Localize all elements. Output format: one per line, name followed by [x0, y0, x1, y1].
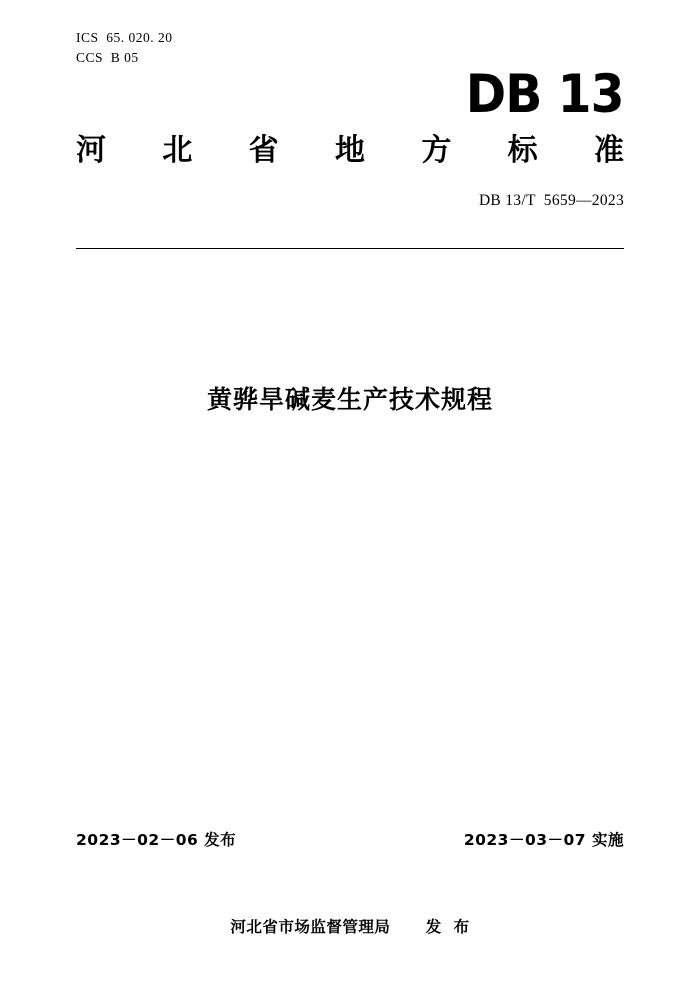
standard-number: DB 13/T 5659—2023: [478, 192, 624, 209]
meta-block: [76, 28, 173, 68]
title-char-1: 河: [76, 133, 106, 168]
release-date: 2023－02－06 发布: [76, 831, 237, 849]
title-char-4: 地: [334, 133, 365, 168]
document-title: 黄骅旱碱麦生产技术规程: [206, 385, 493, 414]
title-char-7: 准: [593, 133, 624, 168]
db13-logo: DB 13: [466, 64, 624, 125]
footer-dates: [76, 828, 624, 850]
title-char-5: 方: [421, 133, 452, 168]
issuing-authority: 河北省市场监督管理局 发 布: [230, 918, 470, 936]
title-char-2: 北: [162, 133, 193, 168]
ics-code: ICS 65. 020. 20: [76, 30, 173, 45]
horizontal-divider: [76, 248, 624, 249]
ccs-code: CCS B 05: [76, 50, 139, 65]
title-char-3: 省: [248, 133, 279, 168]
title-char-6: 标: [507, 133, 538, 168]
implementation-date: 2023－03－07 实施: [463, 831, 624, 849]
page-title: [76, 125, 624, 169]
